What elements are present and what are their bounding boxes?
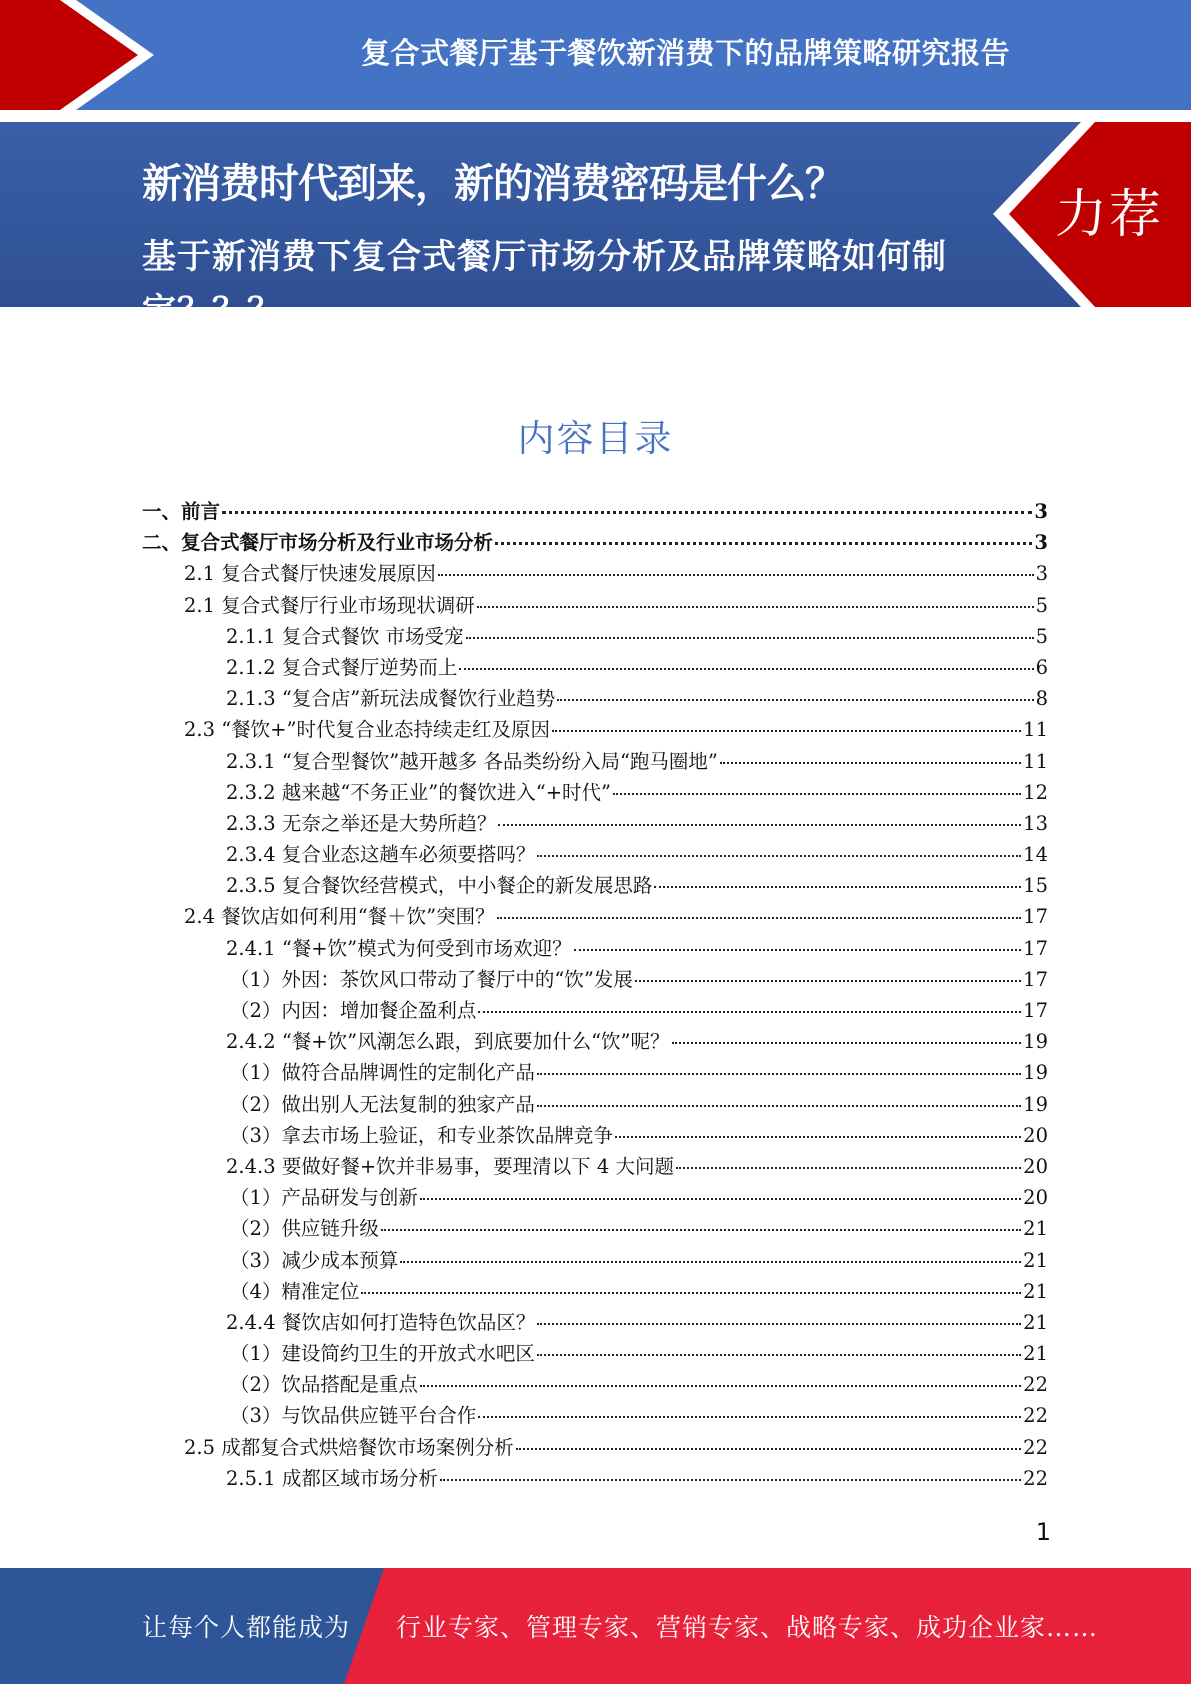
toc-entry[interactable] [142,558,1048,589]
toc-dot-leader [613,793,1021,795]
toc-entry-title: （2）供应链升级 [230,1217,379,1241]
toc-entry-title: 2.4 餐饮店如何利用“餐＋饮”突围？ [184,905,495,929]
toc-entry[interactable] [142,1120,1048,1151]
recommend-badge: 力荐 [1054,185,1163,245]
toc-dot-leader [635,980,1021,982]
toc-entry-page: 17 [1023,967,1048,991]
toc-dot-leader [615,1136,1021,1138]
toc-entry-page: 3 [1034,531,1048,555]
toc-dot-leader [400,1261,1021,1263]
footer-slogan-right: 行业专家、管理专家、营销专家、战略专家、成功企业家…… [396,1613,1099,1642]
toc-entry-title: 2.4.2 “餐+饮”风潮怎么跟，到底要加什么“饮”呢？ [226,1030,670,1054]
toc-entry[interactable] [142,652,1048,683]
toc-entry-page: 3 [1035,562,1048,586]
toc-entry-page: 11 [1023,718,1048,742]
toc-entry[interactable] [142,964,1048,995]
toc-entry[interactable] [142,839,1048,870]
toc-entry[interactable] [142,808,1048,839]
footer-banner [0,1568,1191,1684]
toc-dot-leader [466,637,1034,639]
toc-entry-title: 2.4.4 餐饮店如何打造特色饮品区？ [226,1310,536,1334]
toc-entry[interactable] [142,590,1048,621]
toc-entry[interactable] [142,683,1048,714]
toc-entry-title: （4）精准定位 [230,1279,360,1303]
toc-entry[interactable] [142,1338,1048,1369]
toc-entry[interactable] [142,1400,1048,1431]
toc-dot-leader [672,1042,1022,1044]
toc-entry-title: 2.1.3 “复合店”新玩法成餐饮行业趋势 [226,687,556,711]
toc-dot-leader [381,1229,1021,1231]
hero-subheadline: 基于新消费下复合式餐厅市场分析及品牌策略如何制定？？？ [142,237,947,331]
toc-entry[interactable] [142,1182,1048,1213]
toc-entry[interactable] [142,746,1048,777]
toc-entry-title: （1）建设简约卫生的开放式水吧区 [230,1342,535,1366]
toc-dot-leader [537,855,1021,857]
toc-entry-title: 2.1.1 复合式餐饮 市场受宠 [226,624,464,648]
toc-entry-title: （1）产品研发与创新 [230,1186,418,1210]
toc-entry-page: 3 [1034,500,1048,523]
toc-entry[interactable] [142,933,1048,964]
toc-entry[interactable] [142,1213,1048,1244]
toc-entry-page: 21 [1023,1310,1048,1334]
toc-entry[interactable] [142,901,1048,932]
toc-entry[interactable] [142,496,1048,527]
toc-dot-leader [574,949,1022,951]
toc-entry-title: （2）内因：增加餐企盈利点 [230,999,477,1022]
toc-entry-title: 2.5.1 成都区域市场分析 [226,1466,438,1490]
toc-entry-page: 19 [1023,1092,1048,1116]
banner-divider [0,110,1191,122]
footer-slogan-left: 让每个人都能成为 [142,1613,351,1642]
toc-dot-leader [477,606,1034,608]
toc-entry-title: （2）饮品搭配是重点 [230,1373,418,1397]
toc-entry-title: 2.1.2 复合式餐厅逆势而上 [226,655,458,679]
toc-entry-page: 21 [1023,1248,1048,1272]
toc-dot-leader [557,699,1033,701]
toc-dot-leader [478,1011,1021,1013]
toc-dot-leader [537,1354,1021,1356]
toc-entry-title: （3）减少成本预算 [230,1248,399,1272]
toc-dot-leader [498,824,1021,826]
toc-entry[interactable] [142,1026,1048,1057]
toc-entry-page: 14 [1023,843,1048,867]
toc-entry-title: 2.3.3 无奈之举还是大势所趋？ [226,811,497,835]
toc-entry-title: （3）拿去市场上验证，和专业茶饮品牌竞争 [230,1123,613,1147]
toc-entry-page: 15 [1023,874,1048,898]
toc-entry-page: 20 [1023,1186,1048,1210]
toc-entry[interactable] [142,1151,1048,1182]
toc-entry[interactable] [142,1057,1048,1088]
toc-dot-leader [222,511,1032,514]
toc-entry-page: 22 [1023,1435,1048,1459]
table-of-contents [142,496,1048,1494]
toc-entry-title: 2.3.4 复合业态这趟车必须要搭吗？ [226,843,536,867]
hero-banner [0,122,1191,331]
toc-dot-leader [516,1448,1021,1450]
toc-entry[interactable] [142,1463,1048,1494]
toc-entry-title: 2.4.3 要做好餐+饮并非易事，要理清以下 4 大问题 [226,1154,674,1178]
toc-entry-title: （1）外因：茶饮风口带动了餐厅中的“饮”发展 [230,967,633,991]
toc-entry-page: 13 [1023,811,1048,835]
toc-entry-title: 2.3 “餐饮+”时代复合业态持续走红及原因 [184,718,550,742]
toc-dot-leader [478,1416,1021,1418]
toc-dot-leader [420,1385,1021,1387]
toc-entry[interactable] [142,870,1048,901]
toc-entry-title: 二、复合式餐厅市场分析及行业市场分析 [142,531,494,555]
toc-entry-page: 21 [1023,1217,1048,1241]
toc-entry-title: 2.1 复合式餐厅快速发展原因 [184,562,436,586]
toc-entry-page: 8 [1035,687,1048,711]
toc-entry-page: 17 [1023,905,1048,929]
toc-dot-leader [552,730,1021,732]
toc-dot-leader [438,574,1034,576]
hero-headline: 新消费时代到来，新的消费密码是什么？ [142,161,844,207]
toc-entry-title: 一、前言 [142,500,221,523]
toc-entry[interactable] [142,1432,1048,1463]
toc-entry-page: 21 [1023,1279,1048,1303]
toc-entry-page: 17 [1023,936,1048,960]
toc-entry-page: 21 [1023,1342,1048,1366]
toc-entry-title: （3）与饮品供应链平台合作 [230,1404,477,1428]
toc-entry[interactable] [142,714,1048,745]
toc-heading: 内容目录 [517,417,674,460]
toc-entry-title: 2.5 成都复合式烘焙餐饮市场案例分析 [184,1435,514,1459]
toc-entry-page: 19 [1023,1061,1048,1085]
toc-dot-leader [440,1479,1021,1481]
toc-entry-page: 22 [1023,1373,1048,1397]
toc-entry[interactable] [142,1245,1048,1276]
toc-entry-page: 20 [1023,1154,1048,1178]
toc-entry[interactable] [142,1307,1048,1338]
toc-entry-page: 6 [1035,655,1048,679]
toc-entry-title: （1）做符合品牌调性的定制化产品 [230,1061,535,1085]
toc-entry-title: （2）做出别人无法复制的独家产品 [230,1092,535,1116]
toc-dot-leader [361,1292,1021,1294]
toc-entry-page: 5 [1035,624,1048,648]
toc-dot-leader [497,917,1022,919]
toc-entry-page: 20 [1023,1123,1048,1147]
toc-entry-title: 2.3.2 越来越“不务正业”的餐饮进入“+时代” [226,780,612,804]
toc-entry-title: 2.3.5 复合餐饮经营模式，中小餐企的新发展思路 [226,874,653,898]
toc-entry-page: 5 [1035,593,1048,617]
toc-dot-leader [420,1198,1021,1200]
toc-dot-leader [495,542,1032,545]
toc-entry[interactable] [142,777,1048,808]
toc-entry-page: 22 [1023,1404,1048,1428]
toc-entry-page: 11 [1023,749,1048,773]
toc-entry[interactable] [142,1369,1048,1400]
toc-dot-leader [720,762,1021,764]
toc-dot-leader [676,1167,1021,1169]
toc-entry-title: 2.4.1 “餐+饮”模式为何受到市场欢迎？ [226,936,572,960]
toc-entry-title: 2.1 复合式餐厅行业市场现状调研 [184,593,475,617]
toc-entry[interactable] [142,995,1048,1026]
report-title: 复合式餐厅基于餐饮新消费下的品牌策略研究报告 [360,35,1010,70]
top-banner [0,0,1191,110]
toc-dot-leader [537,1105,1021,1107]
toc-entry-page: 17 [1023,999,1048,1022]
toc-entry-page: 19 [1023,1030,1048,1054]
toc-entry[interactable] [142,621,1048,652]
toc-dot-leader [537,1073,1021,1075]
toc-entry[interactable] [142,527,1048,558]
page-number: 1 [1035,1518,1051,1546]
toc-dot-leader [537,1323,1021,1325]
toc-entry[interactable] [142,1276,1048,1307]
toc-dot-leader [459,668,1033,670]
toc-dot-leader [654,886,1021,888]
red-chevron-decoration [0,0,160,110]
toc-entry[interactable] [142,1089,1048,1120]
toc-entry-title: 2.3.1 “复合型餐饮”越开越多 各品类纷纷入局“跑马圈地” [226,749,718,773]
toc-entry-page: 22 [1023,1466,1048,1490]
toc-entry-page: 12 [1023,780,1048,804]
